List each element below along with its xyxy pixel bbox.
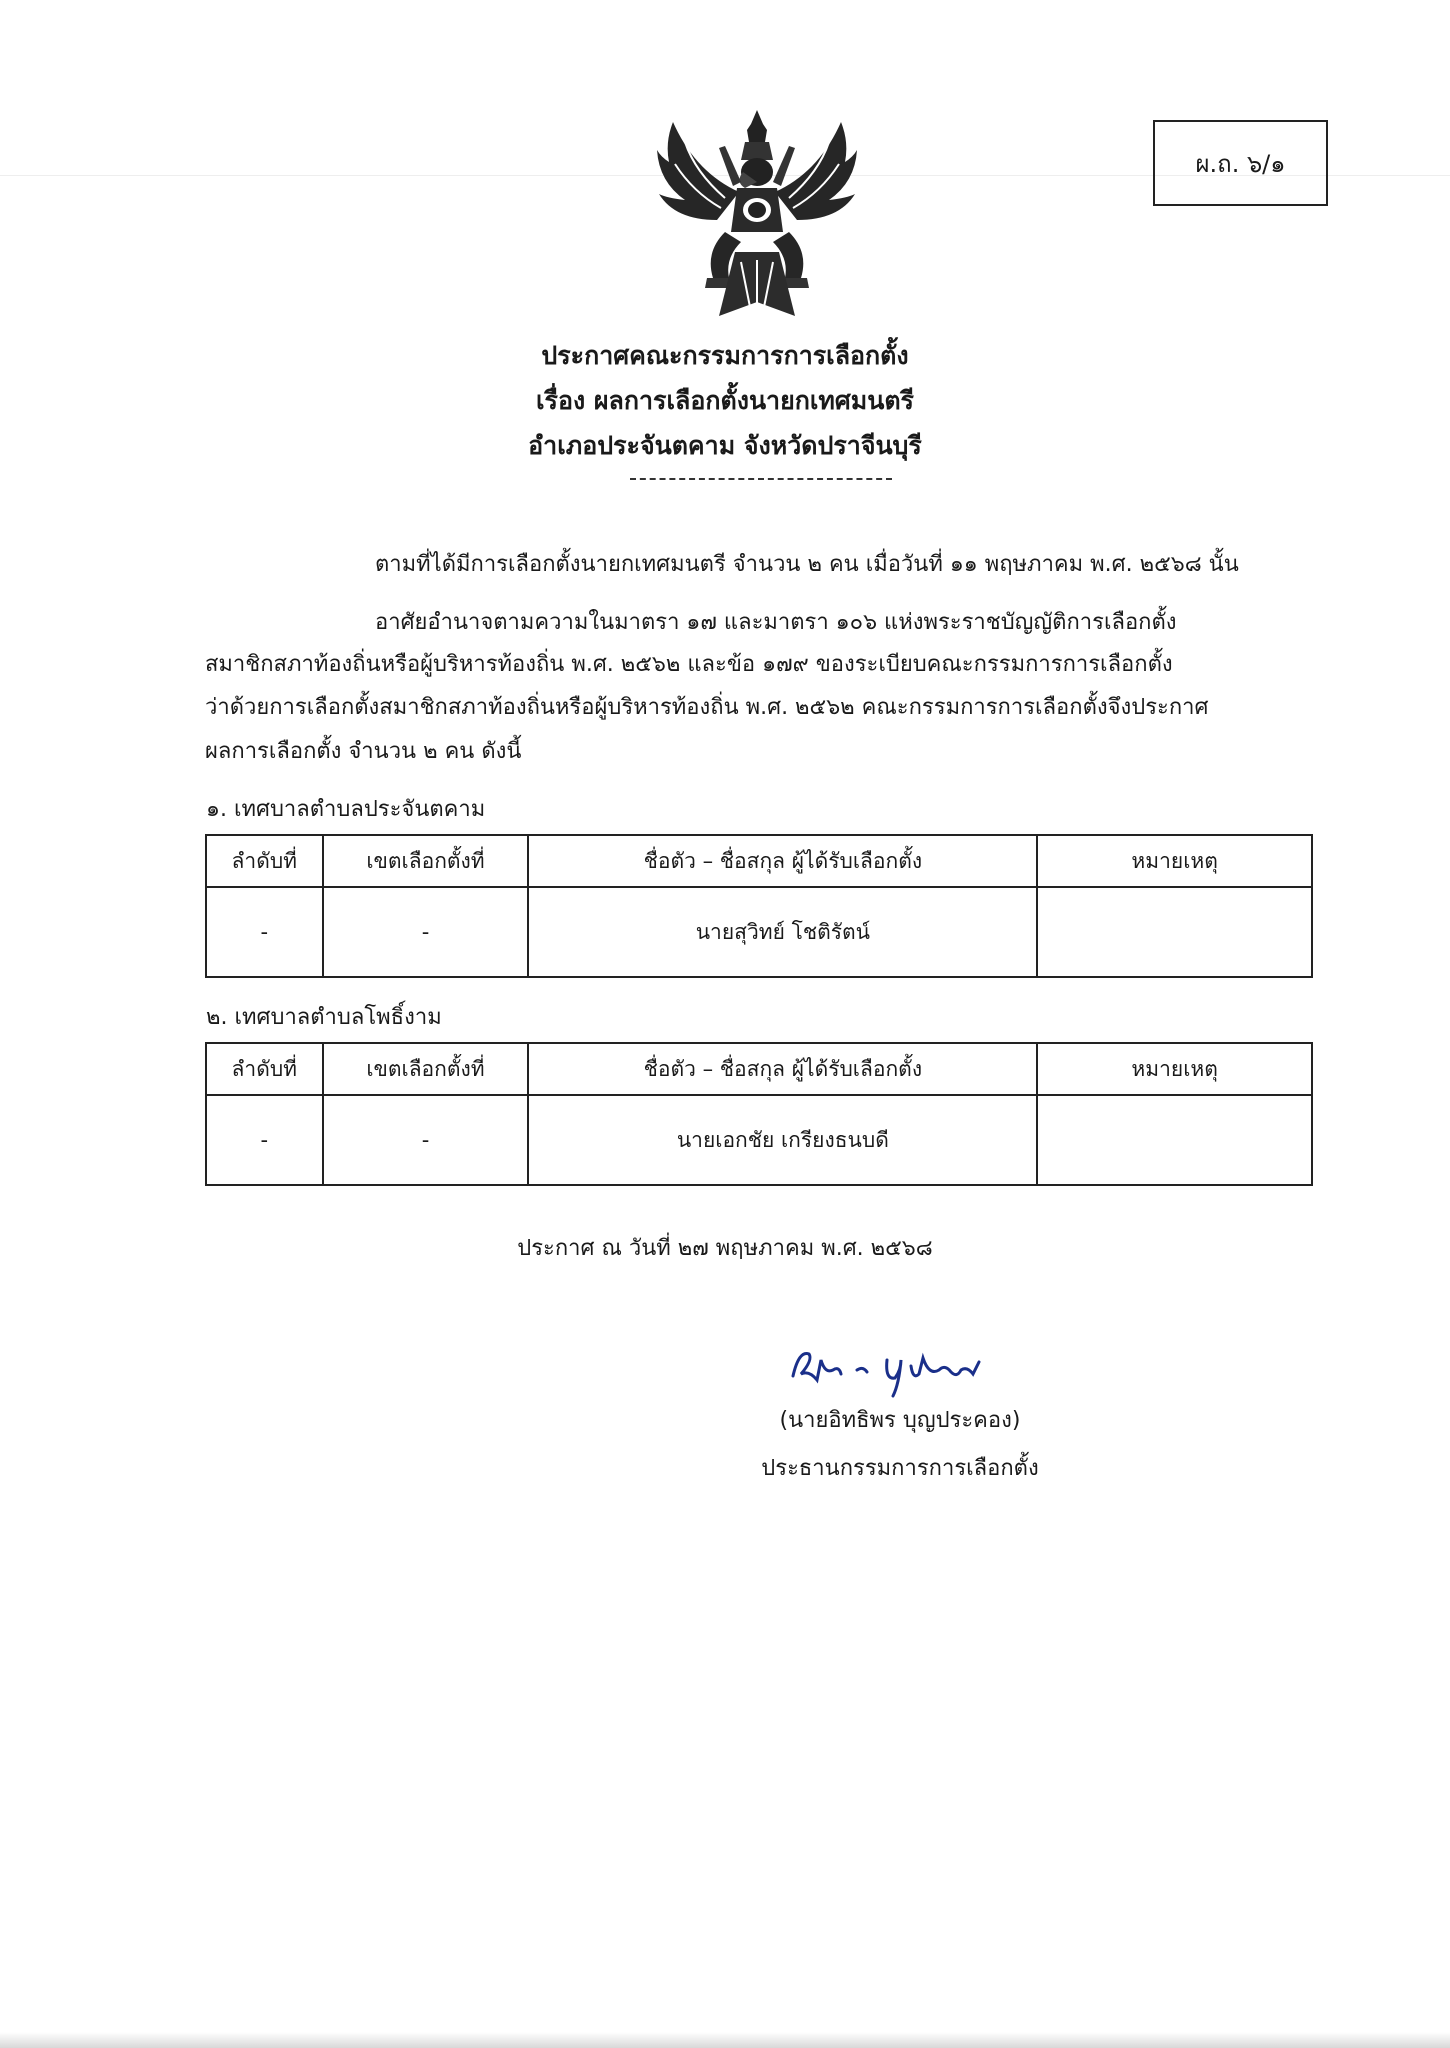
table-header-row (206, 835, 1312, 887)
announcement-date: ประกาศ ณ วันที่ ๒๗ พฤษภาคม พ.ศ. ๒๕๖๘ (517, 1236, 933, 1261)
table-row (206, 1095, 1312, 1185)
body-line: ว่าด้วยการเลือกตั้งสมาชิกสภาท้องถิ่นหรือผู้บริหารท้องถิ่น พ.ศ. ๒๕๖๒ คณะกรรมการการเลือกตั้งจึงประกาศ (205, 695, 1209, 720)
cell-remark (1037, 887, 1312, 977)
body-line: ผลการเลือกตั้ง จำนวน ๒ คน ดังนี้ (205, 739, 522, 764)
header-order: ลำดับที่ (206, 835, 323, 887)
header-remark: หมายเหตุ (1037, 1043, 1312, 1095)
header-name: ชื่อตัว – ชื่อสกุล ผู้ได้รับเลือกตั้ง (528, 835, 1037, 887)
results-table (205, 834, 1313, 978)
header-name: ชื่อตัว – ชื่อสกุล ผู้ได้รับเลือกตั้ง (528, 1043, 1037, 1095)
header-order: ลำดับที่ (206, 1043, 323, 1095)
handwritten-signature (783, 1340, 993, 1400)
document-code: ผ.ถ. ๖/๑ (1195, 149, 1286, 178)
table-header-row (206, 1043, 1312, 1095)
cell-district: - (323, 887, 529, 977)
heading-separator (630, 478, 892, 480)
heading-line-2: เรื่อง ผลการเลือกตั้งนายกเทศมนตรี (536, 386, 914, 415)
body-line: สมาชิกสภาท้องถิ่นหรือผู้บริหารท้องถิ่น พ.ศ. ๒๕๖๒ และข้อ ๑๗๙ ของระเบียบคณะกรรมการการเลือกตั้ง (205, 652, 1173, 677)
document-code-box (1153, 120, 1328, 206)
table-row (206, 887, 1312, 977)
cell-district: - (323, 1095, 529, 1185)
signer-name: (นายอิทธิพร บุญประคอง) (779, 1408, 1021, 1433)
heading-line-3: อำเภอประจันตคาม จังหวัดปราจีนบุรี (528, 431, 922, 460)
cell-name: นายสุวิทย์ โชติรัตน์ (528, 887, 1037, 977)
heading-line-1: ประกาศคณะกรรมการการเลือกตั้ง (541, 341, 909, 370)
section-title: ๑. เทศบาลตำบลประจันตคาม (206, 797, 486, 822)
header-remark: หมายเหตุ (1037, 835, 1312, 887)
header-district: เขตเลือกตั้งที่ (323, 1043, 529, 1095)
header-district: เขตเลือกตั้งที่ (323, 835, 529, 887)
section-title: ๒. เทศบาลตำบลโพธิ์งาม (206, 1005, 442, 1030)
results-table (205, 1042, 1313, 1186)
cell-order: - (206, 1095, 323, 1185)
cell-order: - (206, 887, 323, 977)
scan-edge-shadow (0, 2032, 1450, 2048)
cell-remark (1037, 1095, 1312, 1185)
signer-title: ประธานกรรมการการเลือกตั้ง (761, 1456, 1039, 1481)
body-line: อาศัยอำนาจตามความในมาตรา ๑๗ และมาตรา ๑๐๖ แห่งพระราชบัญญัติการเลือกตั้ง (375, 610, 1177, 635)
intro-paragraph: ตามที่ได้มีการเลือกตั้งนายกเทศมนตรี จำนวน ๒ คน เมื่อวันที่ ๑๑ พฤษภาคม พ.ศ. ๒๕๖๘ นั้น (375, 552, 1239, 577)
cell-name: นายเอกชัย เกรียงธนบดี (528, 1095, 1037, 1185)
garuda-emblem-icon (655, 102, 860, 324)
